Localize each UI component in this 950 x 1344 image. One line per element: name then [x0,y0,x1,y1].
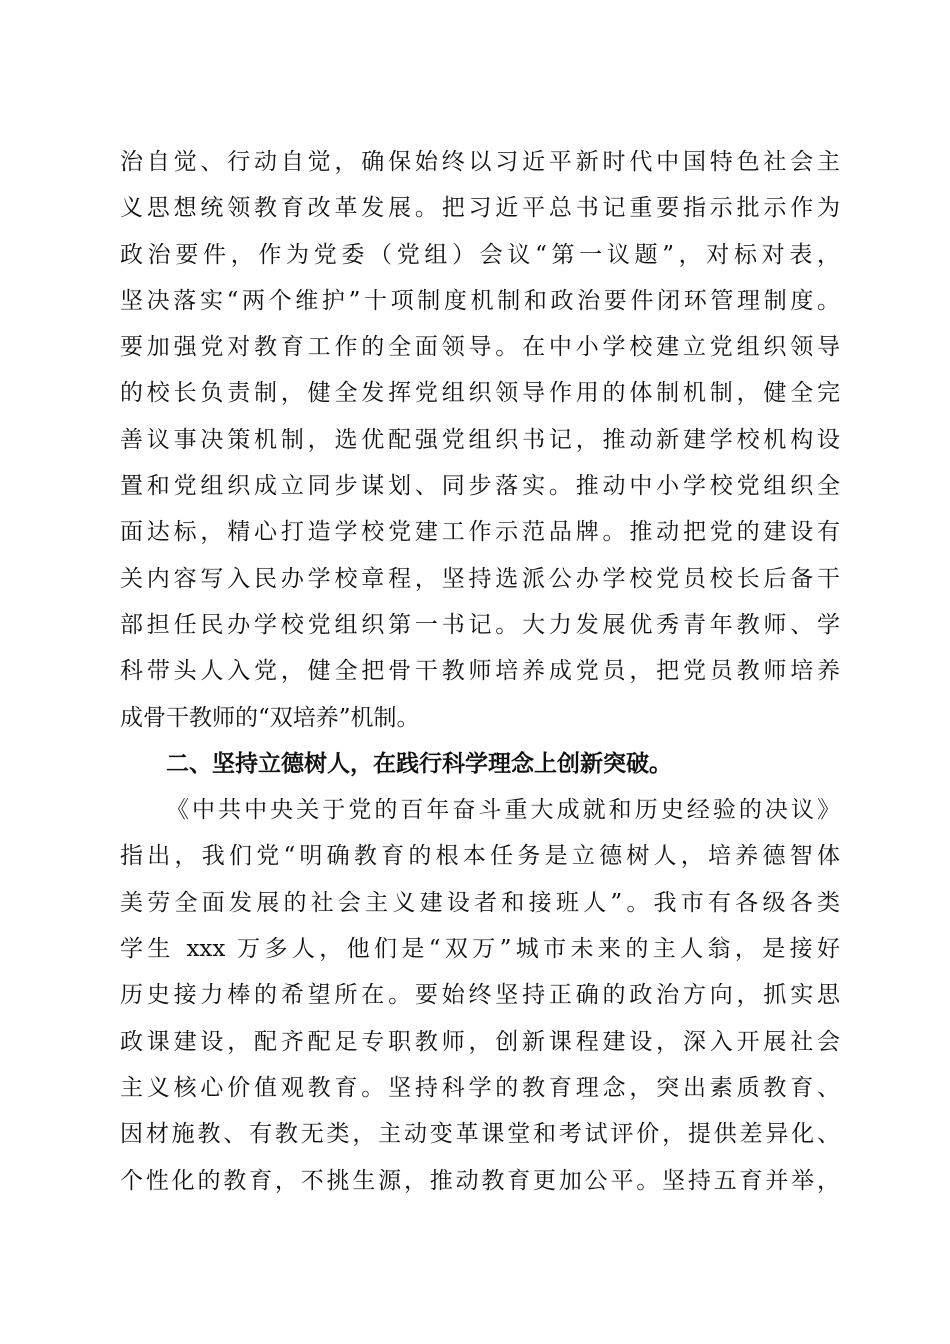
text-line: 主义核心价值观教育。坚持科学的教育理念，突出素质教育、 [120,1074,840,1101]
text-line: 的校长负责制，健全发挥党组织领导作用的体制机制，健全完 [120,380,840,407]
text-line: 治自觉、行动自觉，确保始终以习近平新时代中国特色社会主 [120,149,840,175]
text-line: 历史接力棒的希望所在。要始终坚持正确的政治方向，抓实思 [120,982,840,1009]
text-line: 学生 xxx 万多人，他们是“双万”城市未来的主人翁，是接好 [120,936,840,963]
text-line: 坚决落实“两个维护”十项制度机制和政治要件闭环管理制度。 [120,287,840,314]
text-line: 关内容写入民办学校章程，坚持选派公办学校党员校长后备干 [120,565,840,592]
text-line: 置和党组织成立同步谋划、同步落实。推动中小学校党组织全 [120,473,840,500]
paragraph-first-line: 《中共中央关于党的百年奋斗重大成就和历史经验的决议》 [166,797,840,824]
text-line: 政课建设，配齐配足专职教师，创新课程建设，深入开展社会 [120,1028,840,1055]
text-line: 指出，我们党“明确教育的根本任务是立德树人，培养德智体 [120,843,840,870]
text-line: 因材施教、有教无类，主动变革课堂和考试评价，提供差异化、 [120,1121,840,1148]
text-line: 科带头人入党，健全把骨干教师培养成党员，把党员教师培养 [120,658,840,685]
section-heading: 二、坚持立德树人，在践行科学理念上创新突破。 [166,750,672,777]
text-line: 个性化的教育，不挑生源，推动教育更加公平。坚持五育并举， [120,1167,840,1194]
text-line: 要加强党对教育工作的全面领导。在中小学校建立党组织领导 [120,334,840,361]
paragraph-end-line: 成骨干教师的“双培养”机制。 [120,704,420,731]
text-line: 政治要件，作为党委（党组）会议“第一议题”，对标对表， [120,241,840,268]
text-line: 善议事决策机制，选优配强党组织书记，推动新建学校机构设 [120,426,840,453]
text-line: 美劳全面发展的社会主义建设者和接班人”。我市有各级各类 [120,889,840,916]
text-line: 义思想统领教育改革发展。把习近平总书记重要指示批示作为 [120,195,840,222]
text-line: 部担任民办学校党组织第一书记。大力发展优秀青年教师、学 [120,611,840,638]
text-line: 面达标，精心打造学校党建工作示范品牌。推动把党的建设有 [120,519,840,546]
body-text [120,139,840,1204]
